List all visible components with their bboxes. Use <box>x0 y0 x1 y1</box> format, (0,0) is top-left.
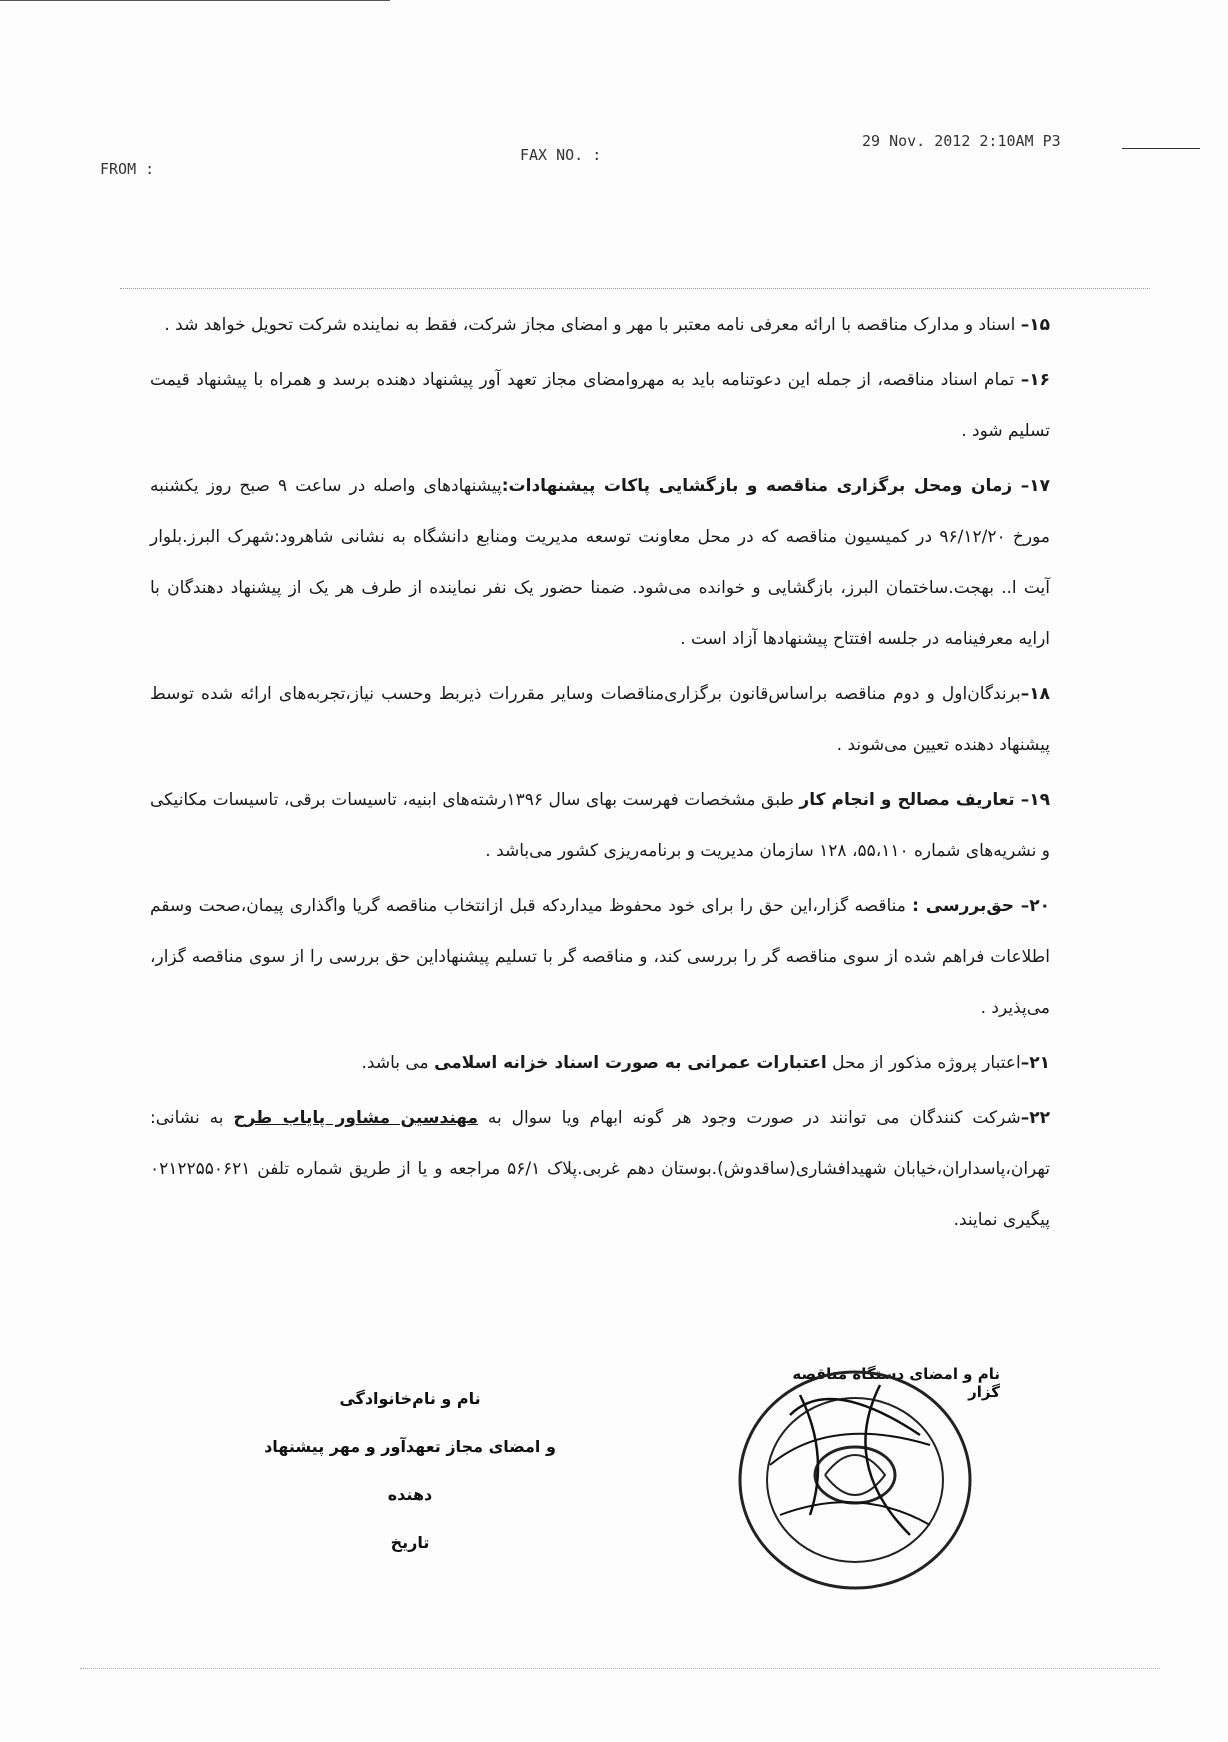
fax-number-label: FAX NO. : <box>520 146 602 164</box>
clause-text: پیشنهادهای واصله در ساعت ۹ صبح روز یکشنبه مورخ ۹۶/۱۲/۲۰ در کمیسیون مناقصه که در محل معاونت توسعه مدیریت ومنابع دانشگاه به نشانی شاهرود:شهرک البرز.بلوار آیت ا.. بهجت.ساختمان البرز، بازگشایی و خوانده می‌شود. ضمنا حضور یک نفر نماینده از طرف هر یک از پیشنهاد دهندگان با ارایه معرفینامه در جلسه افتتاح پیشنهادها آزاد است . <box>150 476 1050 649</box>
fax-from-label: FROM : <box>100 160 155 178</box>
bidder-signature-block <box>260 1375 560 1567</box>
clause-text: طبق مشخصات فهرست بهای سال ۱۳۹۶رشته‌های ابنیه، تاسیسات برقی، تاسیسات مکانیکی و نشریه‌های شماره ۵۵،۱۱۰، ۱۲۸ سازمان مدیریت و برنامه‌ریزی کشور می‌باشد . <box>150 790 1050 861</box>
bidder-name-label: نام و نام‌خانوادگی <box>339 1389 481 1408</box>
clause-number: ۱۸– <box>1020 684 1050 704</box>
fax-header <box>0 128 1228 178</box>
clause-text: اسناد و مدارک مناقصه با ارائه معرفی نامه معتبر با مهر و امضای مجاز شرکت، فقط به نماینده شرکت تحویل خواهد شد . <box>164 315 1021 335</box>
official-stamp <box>730 1355 1030 1595</box>
clause-15 <box>150 300 1050 351</box>
clause-number: ۱۷– <box>1020 476 1050 496</box>
employer-signature-label: نام و امضای دستگاه مناقصه گزار <box>792 1365 1000 1401</box>
clause-text: شرکت کنندگان می توانند در صورت وجود هر گونه ابهام ویا سوال به <box>478 1108 1021 1128</box>
clause-number: ۱۶– <box>1020 370 1050 390</box>
clause-21 <box>150 1038 1050 1089</box>
bidder-signature-label: و امضای مجاز تعهدآور و مهر پیشنهاد دهنده <box>264 1437 556 1504</box>
document-body <box>150 300 1050 1250</box>
clause-17 <box>150 461 1050 665</box>
clause-18 <box>150 669 1050 771</box>
clause-tail: به نشانی: تهران،پاسداران،خیابان شهیدافشاری(ساقدوش).بوستان دهم غربی.پلاک ۵۶/۱ مراجعه و یا از طریق شماره تلفن ۰۲۱۲۲۵۵۰۶۲۱ پیگیری نمایند. <box>150 1108 1050 1230</box>
clause-text: مناقصه گزار،این حق را برای خود محفوظ میداردکه قبل ازانتخاب مناقصه گریا واگذاری پیمان،صحت وسقم اطلاعات فراهم شده از سوی مناقصه گر را بررسی کند، و مناقصه گر با تسلیم پیشنهاداین حق بررسی را از سوی مناقصه گزار، می‌پذیرد . <box>150 896 1050 1018</box>
clause-text: برندگان‌اول و دوم مناقصه براساس‌قانون برگزاری‌مناقصات وسایر مقررات ذیربط وحسب نیاز،تجربه‌های ارائه شده توسط پیشنهاد دهنده تعیین می‌شوند . <box>150 684 1050 755</box>
clause-number: ۲۱– <box>1020 1053 1050 1073</box>
fax-date-rule <box>1122 148 1200 149</box>
clause-emphasis: اعتبارات عمرانی به صورت اسناد خزانه اسلامی <box>434 1053 827 1073</box>
clause-number: ۱۹– <box>1020 790 1051 810</box>
clause-heading: حق‌بررسی : <box>912 896 1021 916</box>
clause-heading: تعاریف مصالح و انجام کار <box>799 790 1021 810</box>
clause-text: تمام اسناد مناقصه، از جمله این دعوتنامه باید به مهروامضای مجاز تعهد آور پیشنهاد دهنده برسد و همراه با پیشنهاد قیمت تسلیم شود . <box>150 370 1050 441</box>
clause-20 <box>150 881 1050 1034</box>
clause-tail: می باشد. <box>361 1053 435 1073</box>
clause-16 <box>150 355 1050 457</box>
scan-edge-line <box>0 0 390 1</box>
scan-noise-footer <box>80 1668 1160 1669</box>
fax-date-time: 29 Nov. 2012 2:10AM P3 <box>862 132 1061 150</box>
clause-text: اعتبار پروژه مذکور از محل <box>826 1053 1021 1073</box>
clause-22 <box>150 1093 1050 1246</box>
clause-number: ۲۰– <box>1020 896 1050 916</box>
clause-number: ۱۵– <box>1020 315 1050 335</box>
clause-19 <box>150 775 1050 877</box>
clause-number: ۲۲– <box>1020 1108 1050 1128</box>
bidder-date-label: تاریخ <box>390 1533 430 1552</box>
clause-heading: زمان ومحل برگزاری مناقصه و بازگشایی پاکات پیشنهادات: <box>501 476 1021 496</box>
scan-noise-divider <box>120 288 1150 289</box>
consultant-name: مهندسین مشاور پایاب طرح <box>233 1108 479 1128</box>
